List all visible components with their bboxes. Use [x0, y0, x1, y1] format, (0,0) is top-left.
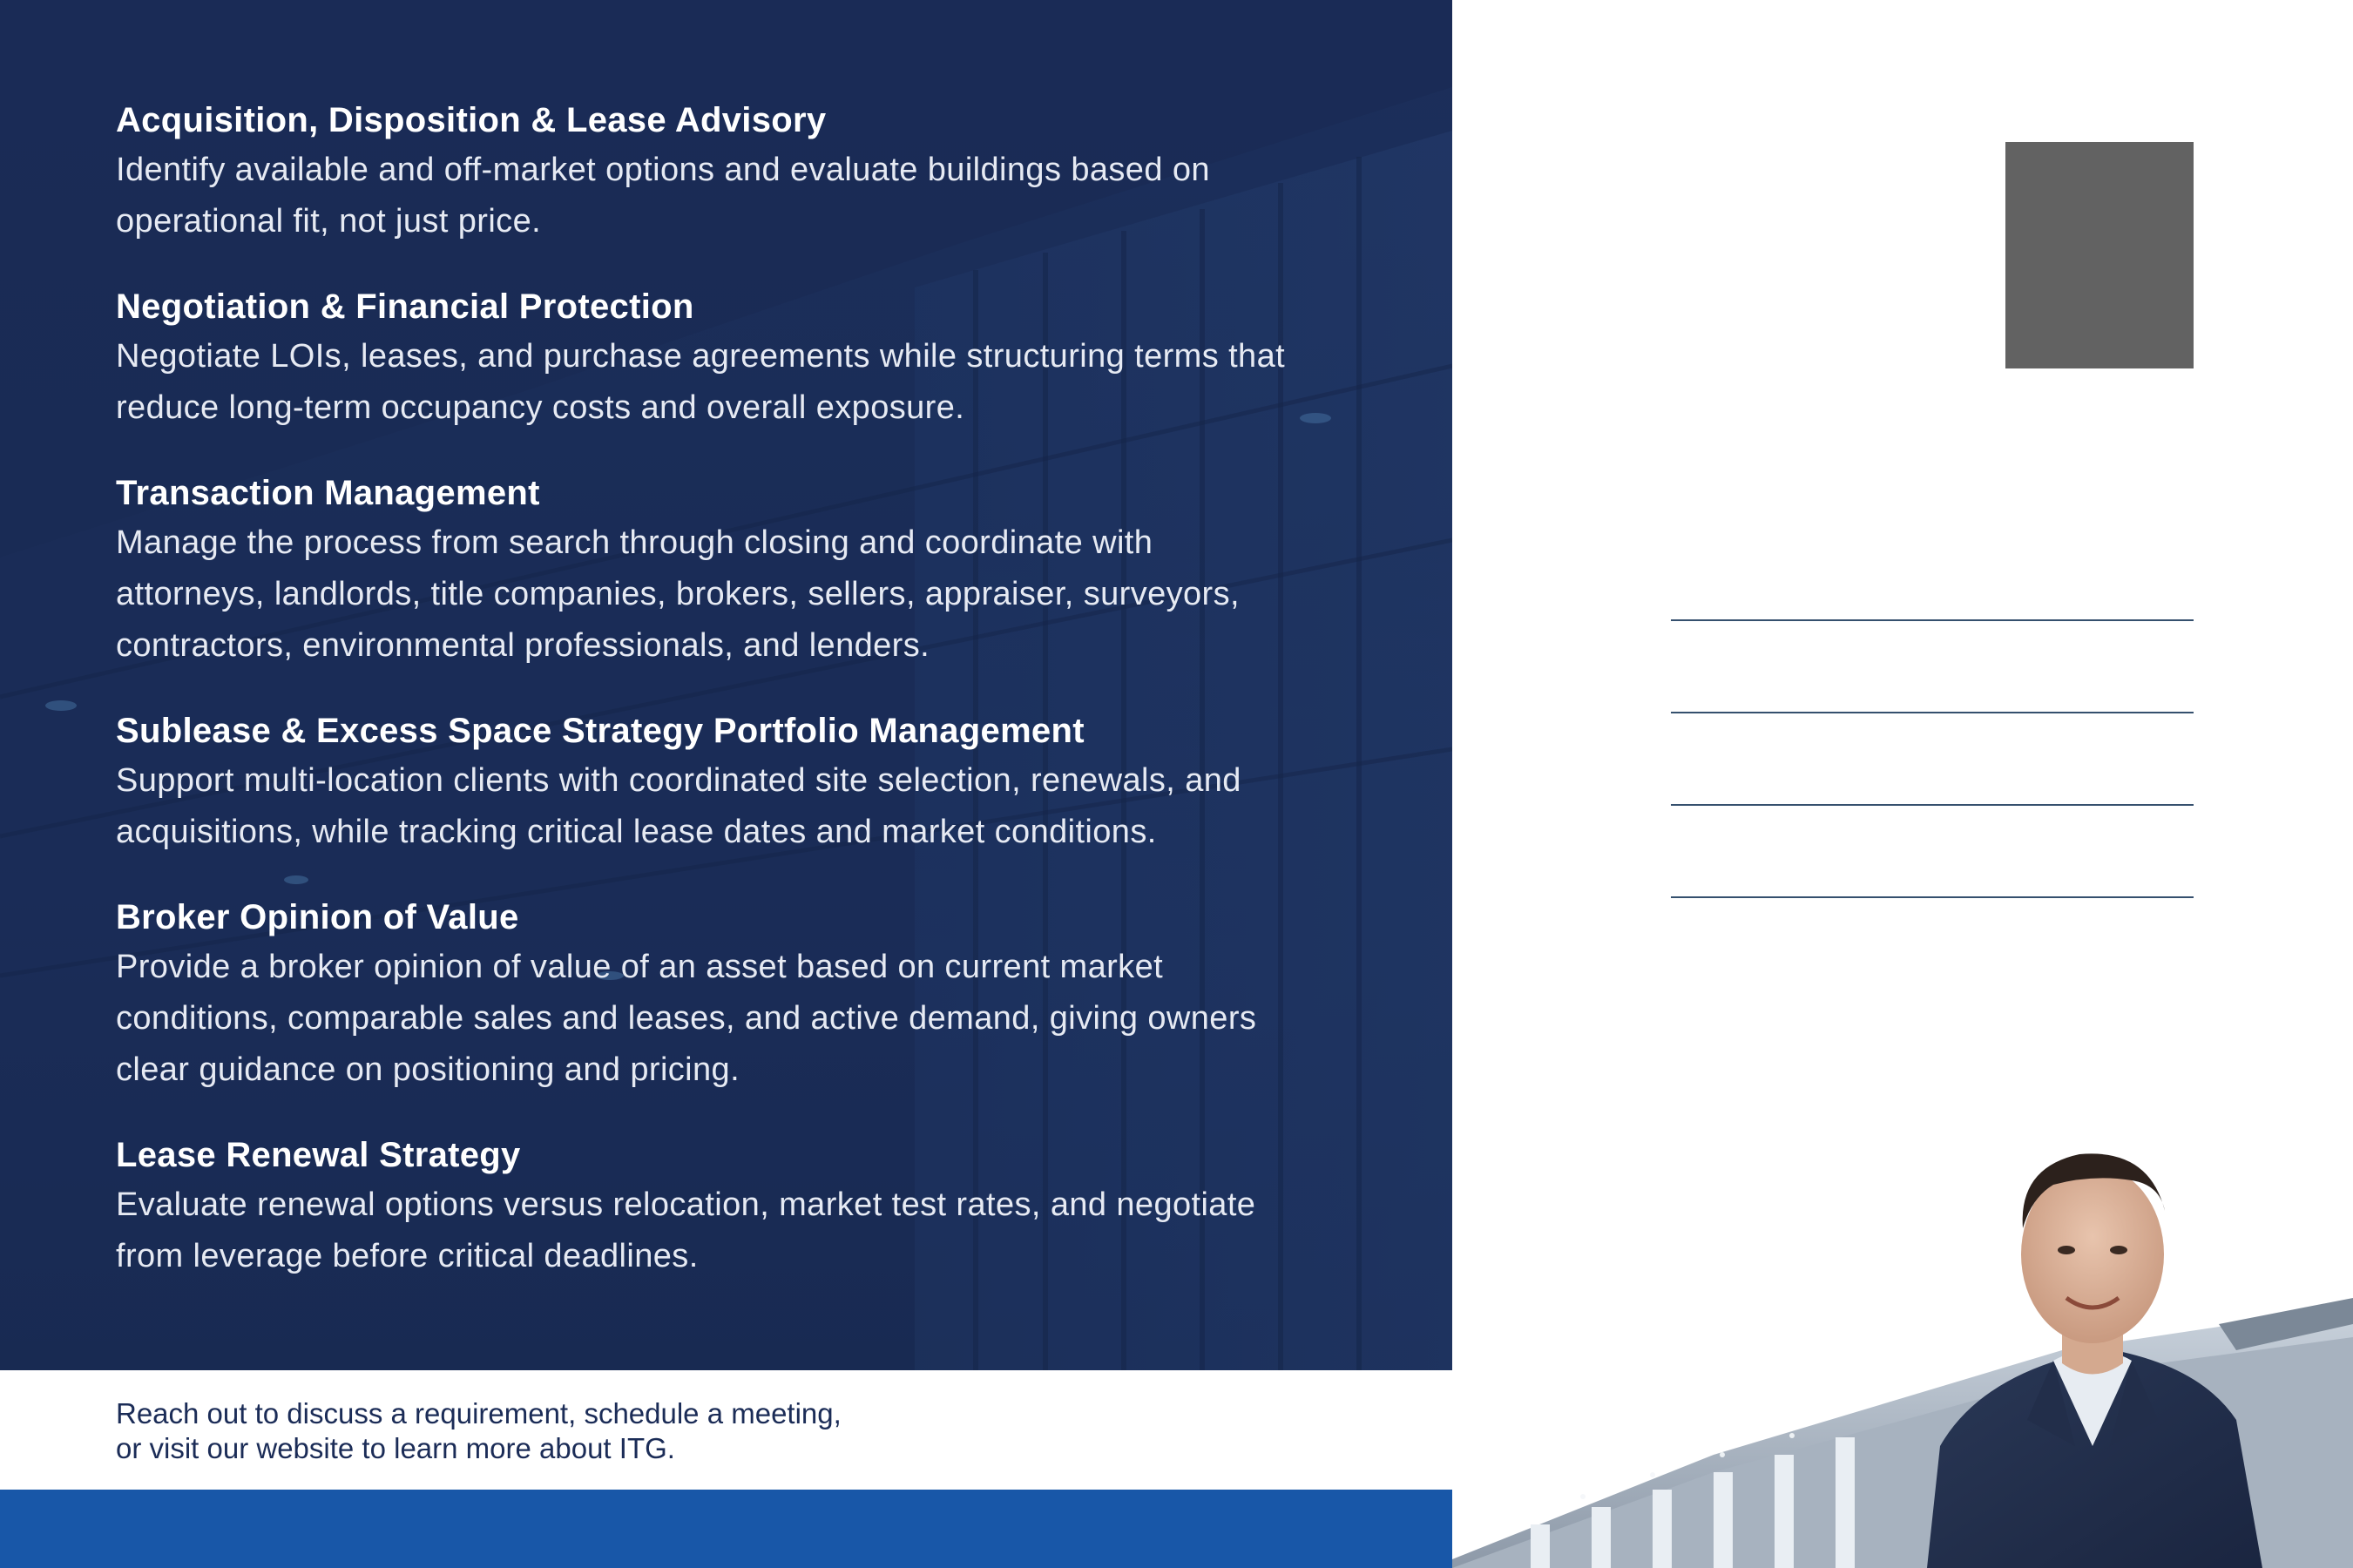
- service-description: [116, 517, 1396, 672]
- service-title: Negotiation & Financial Protection: [116, 287, 694, 326]
- service-description: [116, 942, 1396, 1096]
- service-item: [116, 282, 1396, 434]
- service-title: Transaction Management: [116, 474, 540, 512]
- service-title: Broker Opinion of Value: [116, 898, 519, 936]
- address-line: [1671, 712, 2194, 713]
- cta-line: or visit our website to learn more about ITG.: [116, 1432, 675, 1464]
- service-line: acquisitions, while tracking critical lease dates and market conditions.: [116, 814, 1157, 850]
- service-line: Manage the process from search through closing and coordinate with: [116, 524, 1153, 561]
- call-to-action: [116, 1396, 1161, 1466]
- service-item: [116, 706, 1396, 858]
- service-item: [116, 893, 1396, 1096]
- service-description: [116, 331, 1396, 434]
- service-description: [116, 1179, 1396, 1282]
- service-item: [116, 469, 1396, 672]
- service-description: [116, 755, 1396, 858]
- service-line: from leverage before critical deadlines.: [116, 1238, 699, 1274]
- service-line: Support multi-location clients with coordinated site selection, renewals, and: [116, 762, 1241, 799]
- service-line: conditions, comparable sales and leases, and active demand, giving owners: [116, 1000, 1257, 1037]
- agent-portrait: [1452, 1037, 2353, 1568]
- service-line: contractors, environmental professionals, and lenders.: [116, 627, 930, 664]
- service-line: reduce long-term occupancy costs and overall exposure.: [116, 389, 965, 426]
- bottom-accent-bar: [0, 1490, 1452, 1568]
- postage-stamp-placeholder: [2005, 142, 2194, 368]
- cta-line: Reach out to discuss a requirement, schedule a meeting,: [116, 1397, 842, 1429]
- service-title: Sublease & Excess Space Strategy Portfolio Management: [116, 712, 1085, 750]
- address-line: [1671, 804, 2194, 806]
- service-item: [116, 96, 1396, 247]
- service-title: Lease Renewal Strategy: [116, 1136, 521, 1174]
- service-item: [116, 1131, 1396, 1282]
- service-line: Identify available and off-market options and evaluate buildings based on: [116, 152, 1210, 188]
- address-line: [1671, 896, 2194, 898]
- service-line: Evaluate renewal options versus relocation, market test rates, and negotiate: [116, 1186, 1256, 1223]
- service-line: Negotiate LOIs, leases, and purchase agreements while structuring terms that: [116, 338, 1286, 375]
- service-line: attorneys, landlords, title companies, brokers, sellers, appraiser, surveyors,: [116, 576, 1240, 612]
- services-list: [116, 96, 1396, 1317]
- service-line: Provide a broker opinion of value of an asset based on current market: [116, 949, 1164, 985]
- address-line: [1671, 619, 2194, 621]
- service-line: operational fit, not just price.: [116, 203, 542, 240]
- service-line: clear guidance on positioning and pricing.: [116, 1051, 740, 1088]
- service-description: [116, 145, 1396, 247]
- service-title: Acquisition, Disposition & Lease Advisory: [116, 101, 827, 139]
